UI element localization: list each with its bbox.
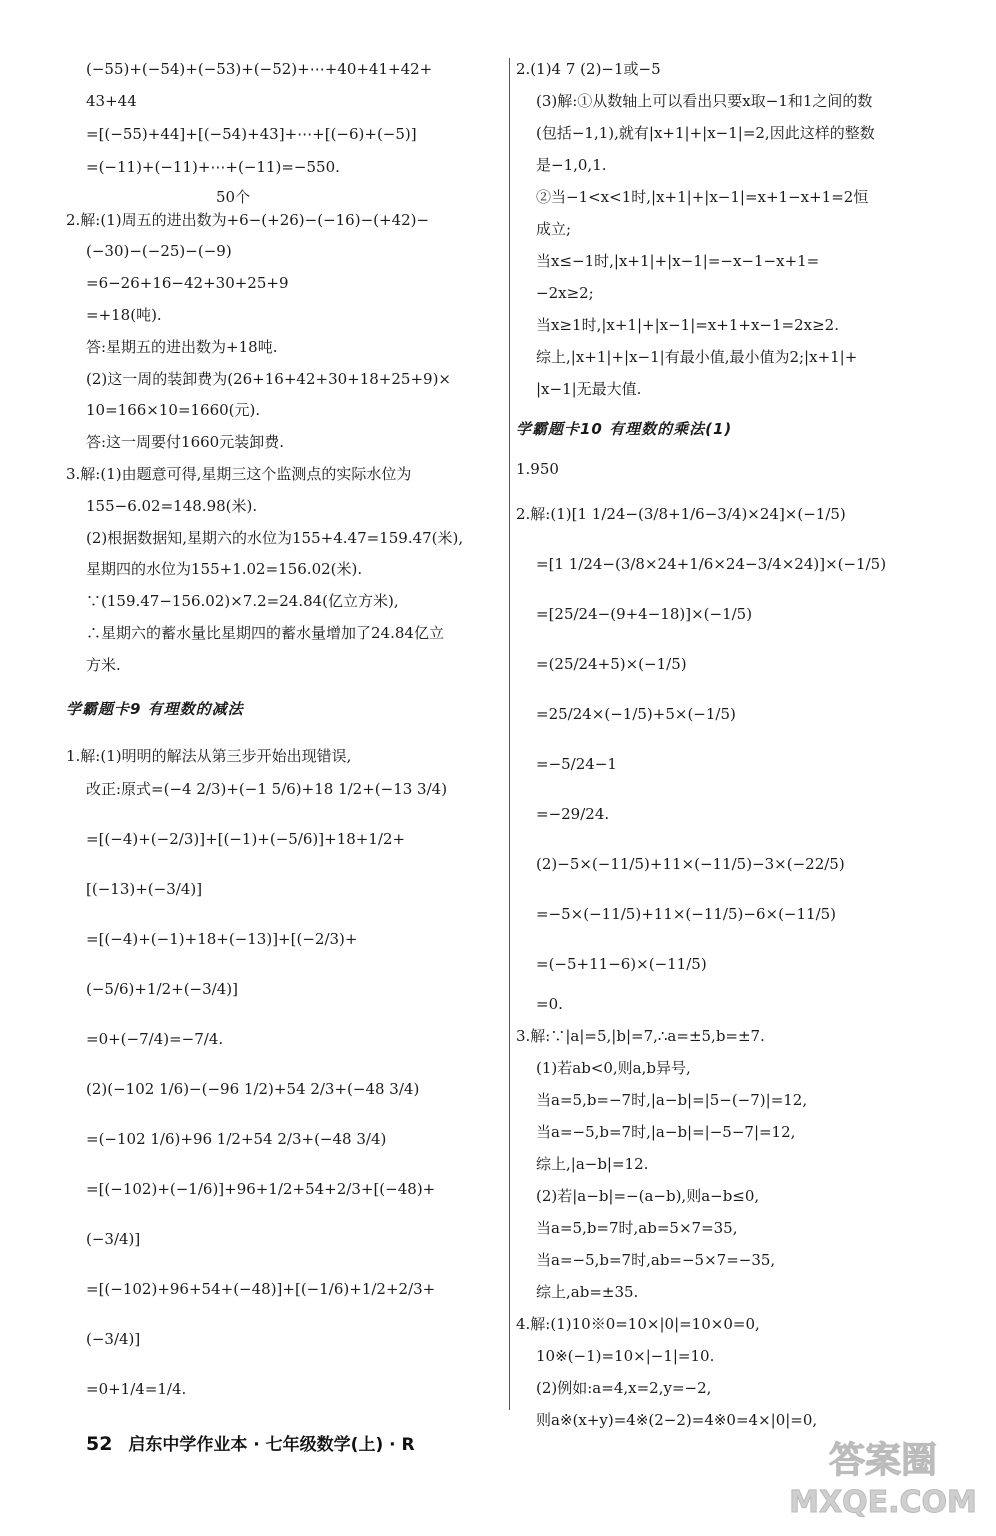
text-line: =−5/24−1 bbox=[536, 755, 617, 773]
text-line: (2)若|a−b|=−(a−b),则a−b≤0, bbox=[536, 1187, 760, 1205]
text-line: 答:这一周要付1660元装卸费. bbox=[86, 433, 284, 451]
text-line: (2)例如:a=4,x=2,y=−2, bbox=[536, 1379, 712, 1397]
text-line: 成立; bbox=[536, 220, 572, 238]
text-line: (−30)−(−25)−(−9) bbox=[86, 242, 232, 260]
text-line: =(25/24+5)×(−1/5) bbox=[536, 655, 687, 673]
text-line: 1.950 bbox=[516, 460, 559, 478]
text-line: (2)这一周的装卸费为(26+16+42+30+18+25+9)× bbox=[86, 370, 451, 388]
text-line: =+18(吨). bbox=[86, 306, 162, 324]
text-line: 当a=−5,b=7时,ab=−5×7=−35, bbox=[536, 1251, 776, 1269]
section-heading: 学霸题卡10 有理数的乘法(1) bbox=[516, 420, 733, 438]
text-line: =[1 1/24−(3/8×24+1/6×24−3/4×24)]×(−1/5) bbox=[536, 555, 887, 573]
text-line: ②当−1<x<1时,|x+1|+|x−1|=x+1−x+1=2恒 bbox=[536, 188, 869, 206]
text-line: 10=166×10=1660(元). bbox=[86, 401, 261, 419]
text-line: 2.解:(1)周五的进出数为+6−(+26)−(−16)−(+42)− bbox=[66, 211, 430, 229]
text-line: (−55)+(−54)+(−53)+(−52)+⋯+40+41+42+ bbox=[86, 60, 433, 78]
text-line: =[(−102)+(−1/6)]+96+1/2+54+2/3+[(−48)+ bbox=[86, 1180, 436, 1198]
page-footer bbox=[86, 1430, 415, 1455]
text-line: 答:星期五的进出数为+18吨. bbox=[86, 338, 278, 356]
watermark-logo-text: 答案圈 bbox=[828, 1440, 938, 1481]
text-line: =0. bbox=[536, 995, 563, 1013]
book-title: 启东中学作业本 · 七年级数学(上) · R bbox=[128, 1435, 415, 1455]
text-line: =(−11)+(−11)+⋯+(−11)=−550. bbox=[86, 158, 340, 176]
text-line: (−3/4)] bbox=[86, 1330, 141, 1348]
text-line: =−5×(−11/5)+11×(−11/5)−6×(−11/5) bbox=[536, 905, 837, 923]
text-line: 综上,|x+1|+|x−1|有最小值,最小值为2;|x+1|+ bbox=[536, 348, 858, 366]
watermark-url: MXQE.COM bbox=[789, 1485, 977, 1520]
text-line: =6−26+16−42+30+25+9 bbox=[86, 274, 289, 292]
text-line: (3)解:①从数轴上可以看出只要x取−1和1之间的数 bbox=[536, 92, 873, 110]
text-line: (2)−5×(−11/5)+11×(−11/5)−3×(−22/5) bbox=[536, 855, 845, 873]
text-line: =[(−102)+96+54+(−48)]+[(−1/6)+1/2+2/3+ bbox=[86, 1280, 436, 1298]
text-line: 当a=−5,b=7时,|a−b|=|−5−7|=12, bbox=[536, 1123, 796, 1141]
text-line: (2)根据数据知,星期六的水位为155+4.47=159.47(米), bbox=[86, 529, 464, 547]
page-number: 52 bbox=[86, 1433, 113, 1455]
text-line: 1.解:(1)明明的解法从第三步开始出现错误, bbox=[66, 747, 352, 765]
text-line: =25/24×(−1/5)+5×(−1/5) bbox=[536, 705, 736, 723]
text-line: 则a※(x+y)=4※(2−2)=4※0=4×|0|=0, bbox=[536, 1411, 818, 1429]
section-heading: 学霸题卡9 有理数的减法 bbox=[66, 700, 244, 718]
text-line: =[(−4)+(−1)+18+(−13)]+[(−2/3)+ bbox=[86, 930, 358, 948]
text-line: =−29/24. bbox=[536, 805, 610, 823]
text-line: 2.(1)4 7 (2)−1或−5 bbox=[516, 60, 661, 78]
text-line: 方米. bbox=[86, 656, 121, 674]
text-line: 综上,|a−b|=12. bbox=[536, 1155, 649, 1173]
text-line: =(−102 1/6)+96 1/2+54 2/3+(−48 3/4) bbox=[86, 1130, 387, 1148]
text-line: 改正:原式=(−4 2/3)+(−1 5/6)+18 1/2+(−13 3/4) bbox=[86, 780, 448, 798]
text-line: =(−5+11−6)×(−11/5) bbox=[536, 955, 707, 973]
text-line: 43+44 bbox=[86, 92, 137, 110]
text-line: (−3/4)] bbox=[86, 1230, 141, 1248]
text-line: |x−1|无最大值. bbox=[536, 380, 642, 398]
text-line: 星期四的水位为155+1.02=156.02(米). bbox=[86, 560, 363, 578]
text-line: =0+1/4=1/4. bbox=[86, 1380, 187, 1398]
text-line: ∵(159.47−156.02)×7.2=24.84(亿立方米), bbox=[86, 592, 399, 610]
text-line: (−5/6)+1/2+(−3/4)] bbox=[86, 980, 238, 998]
text-line: =[25/24−(9+4−18)]×(−1/5) bbox=[536, 605, 753, 623]
text-line: 当x≤−1时,|x+1|+|x−1|=−x−1−x+1= bbox=[536, 252, 820, 270]
column-divider bbox=[509, 58, 510, 1410]
text-line: 当a=5,b=7时,ab=5×7=35, bbox=[536, 1219, 738, 1237]
text-line: 50个 bbox=[216, 188, 251, 206]
text-line: 综上,ab=±35. bbox=[536, 1283, 639, 1301]
text-line: 当a=5,b=−7时,|a−b|=|5−(−7)|=12, bbox=[536, 1091, 808, 1109]
watermark-logo bbox=[788, 1430, 978, 1522]
text-line: 155−6.02=148.98(米). bbox=[86, 497, 258, 515]
text-line: =[(−4)+(−2/3)]+[(−1)+(−5/6)]+18+1/2+ bbox=[86, 830, 406, 848]
text-line: ∴星期六的蓄水量比星期四的蓄水量增加了24.84亿立 bbox=[86, 624, 444, 642]
text-line: 3.解:∵|a|=5,|b|=7,∴a=±5,b=±7. bbox=[516, 1027, 765, 1045]
text-line: (2)(−102 1/6)−(−96 1/2)+54 2/3+(−48 3/4) bbox=[86, 1080, 420, 1098]
text-line: [(−13)+(−3/4)] bbox=[86, 880, 203, 898]
text-line: 2.解:(1)[1 1/24−(3/8+1/6−3/4)×24]×(−1/5) bbox=[516, 505, 846, 523]
text-line: 10※(−1)=10×|−1|=10. bbox=[536, 1347, 715, 1365]
text-line: 4.解:(1)10※0=10×|0|=10×0=0, bbox=[516, 1315, 760, 1333]
text-line: −2x≥2; bbox=[536, 284, 594, 302]
text-line: 是−1,0,1. bbox=[536, 156, 607, 174]
text-line: =[(−55)+44]+[(−54)+43]+⋯+[(−6)+(−5)] bbox=[86, 125, 417, 143]
text-line: (包括−1,1),就有|x+1|+|x−1|=2,因此这样的整数 bbox=[536, 124, 875, 142]
text-line: (1)若ab<0,则a,b异号, bbox=[536, 1059, 691, 1077]
text-line: 当x≥1时,|x+1|+|x−1|=x+1+x−1=2x≥2. bbox=[536, 316, 839, 334]
text-line: =0+(−7/4)=−7/4. bbox=[86, 1030, 224, 1048]
text-line: 3.解:(1)由题意可得,星期三这个监测点的实际水位为 bbox=[66, 465, 412, 483]
